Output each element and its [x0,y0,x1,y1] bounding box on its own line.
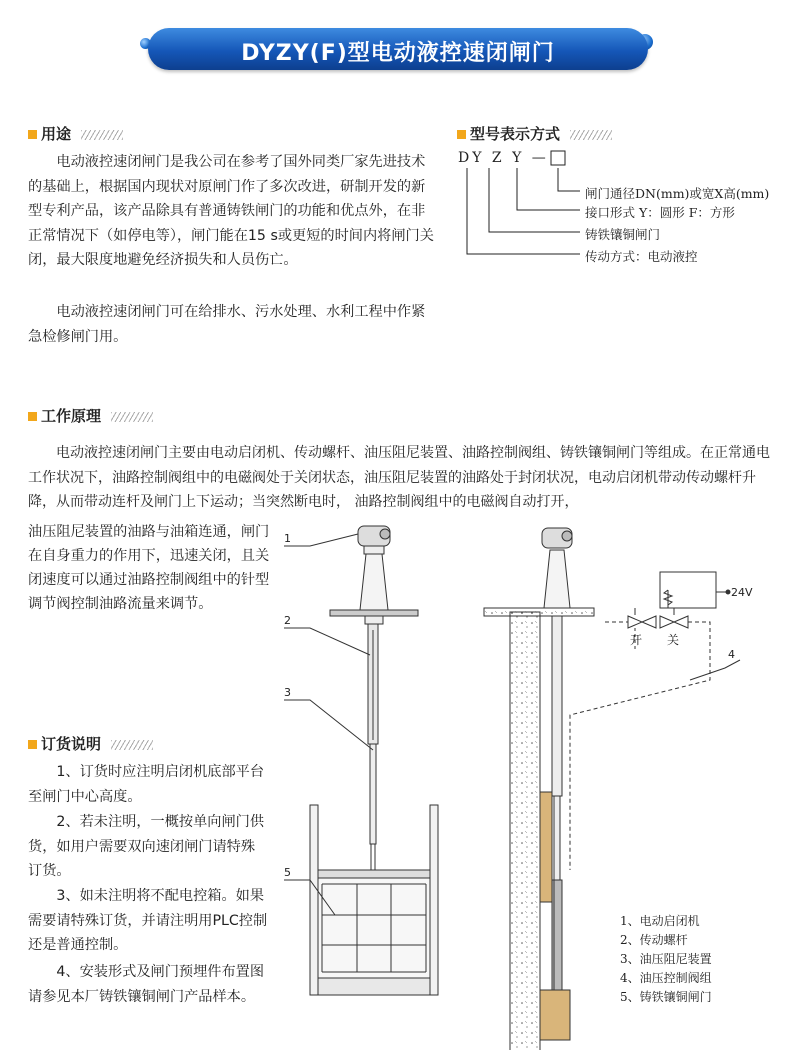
legend-item: 5、铸铁镶铜闸门 [620,990,712,1004]
page-title: DYZY(F)型电动液控速闭闸门 [241,41,555,66]
order-heading-text: 订货说明 [41,735,102,753]
usage-heading [28,123,123,144]
usage-heading-text: 用途 [41,125,72,143]
control-circuit [570,572,740,870]
section-view [484,528,594,1050]
drawing-legend [620,912,712,1007]
legend-item: 4、油压控制阀组 [620,971,712,985]
title-banner [148,28,648,70]
principle-heading [28,405,153,426]
usage-paragraph-1: 电动液控速闭闸门是我公司在参考了国外同类厂家先进技术的基础上，根据国内现状对原闸门作了多次改进，研制开发的新型专利产品，该产品除具有普通铸铁闸门的功能和优点外，在非正常情况下（如停电等），闸门能在15 s或更短的时间内将闸门关闭，最大限度地避免经济损失和人员伤亡。 [28,154,434,268]
model-line-3: 铸铁镶铜闸门 [585,227,661,242]
open-label: 开 [630,633,643,647]
model-code: DY Z Y — [458,150,549,166]
model-line-4: 传动方式：电动液控 [585,249,698,264]
bullet-square-icon [28,130,37,139]
principle-paragraph-1: 电动液控速闭闸门主要由电动启闭机、传动螺杆、油压阻尼装置、油路控制阀组、铸铁镶铜闸门等组成。在正常通电工作状况下，油路控制阀组中的电磁阀处于关闭状态，油压阻尼装置的油路处于封闭状况，电动启闭机带动传动螺杆升降，从而带动连杆及闸门上下运动；当突然断电时， 油路控制阀组中的电磁阀自动打开， [28,445,770,510]
callout-1: 1 [284,532,291,545]
callout-5: 5 [284,866,291,879]
legend-item: 1、电动启闭机 [620,914,700,928]
callout-3: 3 [284,686,291,699]
hatch-decoration [111,740,153,750]
bullet-square-icon [457,130,466,139]
callout-2: 2 [284,614,291,627]
hatch-decoration [570,130,612,140]
model-line-2: 接口形式 Y：圆形 F：方形 [585,205,735,220]
order-item-2: 2、若未注明，一概按单向闸门供货，如用户需要双向速闭闸门请特殊订货。 [28,814,265,879]
close-label: 关 [667,633,680,647]
voltage-label: 24V [731,586,753,599]
principle-paragraph-2: 油压阻尼装置的油路与油箱连通，闸门在自身重力的作用下，迅速关闭，且关闭速度可以通过油路控制阀组中的针型调节阀控制油路流量来调节。 [28,524,270,612]
bullet-square-icon [28,740,37,749]
hatch-decoration [81,130,123,140]
order-heading [28,733,153,754]
bullet-square-icon [28,412,37,421]
front-view [284,526,438,995]
model-heading [457,123,612,144]
hatch-decoration [111,412,153,422]
order-item-1: 1、订货时应注明启闭机底部平台至闸门中心高度。 [28,764,265,805]
legend-item: 3、油压阻尼装置 [620,952,712,966]
model-heading-text: 型号表示方式 [470,125,561,143]
model-line-1: 闸门通径DN(mm)或宽X高(mm) [585,186,770,201]
callout-4: 4 [728,648,735,661]
gate-drawing [270,520,790,1050]
legend-item: 2、传动螺杆 [620,933,688,947]
order-item-3: 3、如未注明将不配电控箱。如果需要请特殊订货，并请注明用PLC控制还是普通控制。 [28,888,268,953]
usage-paragraph-2: 电动液控速闭闸门可在给排水、污水处理、水利工程中作紧急检修闸门用。 [28,304,426,345]
order-item-4: 4、安装形式及闸门预埋件布置图请参见本厂铸铁镶铜闸门产品样本。 [28,964,265,1005]
principle-heading-text: 工作原理 [41,407,102,425]
